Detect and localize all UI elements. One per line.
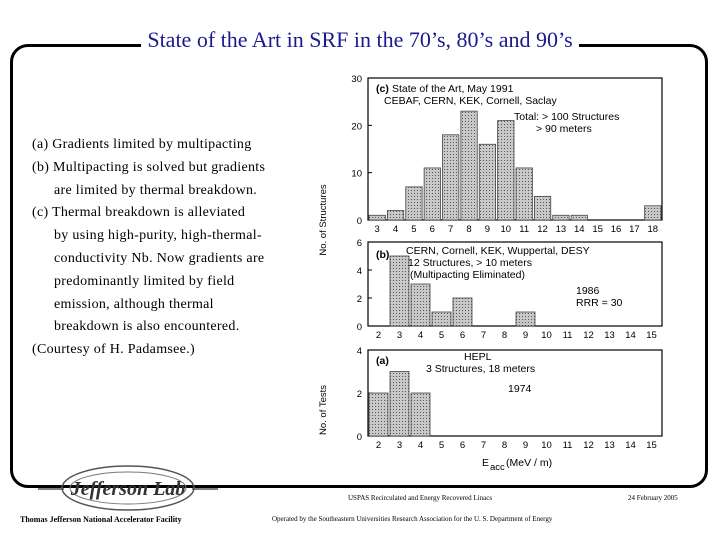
panel-label: (a) [376,355,389,367]
x-tick-label: 14 [574,224,585,235]
histogram-bar [571,215,587,220]
histogram-bar [424,168,440,220]
y-tick-label: 4 [356,266,362,277]
histogram-bar [387,211,403,220]
x-tick-label: 7 [448,224,454,235]
histogram-bar [516,312,535,326]
x-tick-label: 5 [438,440,445,451]
x-tick-label: 12 [583,330,594,341]
description-line: are limited by thermal breakdown. [54,182,258,198]
x-tick-label: 9 [484,224,491,235]
histogram-bar [516,168,532,220]
x-tick-label: 4 [417,440,424,451]
histogram-bar [479,144,495,220]
histogram-bar [390,372,409,437]
x-tick-label: 3 [396,440,403,451]
panel-label: (c) [376,83,389,95]
x-tick-label: 4 [392,224,399,235]
panel-annotation: 1986 [576,285,600,297]
histogram-bar [498,121,514,220]
histogram-bar [411,284,430,326]
x-tick-label: 10 [541,330,552,341]
y-tick-label: 6 [356,238,362,249]
description-line: by using high-purity, high-thermal- [54,228,262,244]
x-tick-label: 8 [501,330,508,341]
y-tick-label: 30 [351,74,362,85]
panel-annotation: RRR = 30 [576,297,623,309]
x-tick-label: 7 [480,440,487,451]
x-axis-label-sub: acc [490,462,505,473]
x-tick-label: 6 [459,440,466,451]
histogram-bar [369,393,388,436]
x-tick-label: 2 [375,440,382,451]
histogram-bar [390,256,409,326]
y-tick-label: 0 [356,322,362,333]
description-line: (Courtesy of H. Padamsee.) [32,342,195,358]
x-tick-label: 4 [417,330,424,341]
panel-annotation: State of the Art, May 1991 [392,83,514,95]
y-tick-label: 20 [351,121,362,133]
x-tick-label: 10 [500,224,512,235]
panel-annotation: CEBAF, CERN, KEK, Cornell, Saclay [384,95,557,107]
x-tick-label: 15 [646,440,657,451]
panel-annotation: CERN, Cornell, KEK, Wuppertal, DESY [406,245,590,257]
histogram-figure [312,70,672,490]
x-tick-label: 9 [522,330,529,341]
x-tick-label: 11 [562,440,573,451]
y-axis-label: No. of Structures [318,184,329,256]
x-tick-label: 8 [501,440,508,451]
x-tick-label: 12 [537,224,548,235]
logo-text: Jefferson Lab [70,478,186,500]
x-tick-label: 5 [411,224,417,235]
description-line: (b) Multipacting is solved but gradients [32,159,266,175]
x-tick-label: 14 [625,440,636,451]
y-tick-label: 10 [351,168,362,180]
panel-annotation: 12 Structures, > 10 meters [408,257,533,269]
histogram-bar [553,215,569,220]
x-tick-label: 15 [646,330,657,341]
x-tick-label: 16 [610,224,622,235]
x-tick-label: 13 [604,330,615,341]
histogram-svg [312,70,672,490]
x-tick-label: 17 [629,224,640,235]
y-tick-label: 0 [356,216,362,227]
description-line: (a) Gradients limited by multipacting [32,137,252,152]
panel-annotation: > 90 meters [536,123,592,135]
footer-course: USPAS Recirculated and Energy Recovered Linacs [348,494,493,502]
x-tick-label: 3 [396,330,403,341]
description-line: emission, although thermal [54,296,214,312]
histogram-bar [411,393,430,436]
y-tick-label: 2 [356,389,362,400]
y-tick-label: 4 [356,346,362,357]
footer-operator: Operated by the Southeastern Universities Research Association for the U. S. Department of Energy [272,515,553,523]
panel-annotation: 1974 [508,383,532,395]
panel-annotation: (Multipacting Eliminated) [410,269,525,281]
x-tick-label: 8 [466,224,472,235]
x-axis-label-main: E [482,457,490,469]
x-tick-label: 7 [480,330,487,341]
description-line: (c) Thermal breakdown is alleviated [32,205,246,221]
histogram-bar [369,215,385,220]
x-tick-label: 5 [438,330,445,341]
histogram-bar [443,135,459,220]
y-axis-label: No. of Tests [318,385,329,435]
footer-facility: Thomas Jefferson National Accelerator Facility [20,515,182,524]
x-tick-label: 10 [541,440,552,451]
histogram-bar [406,187,422,220]
histogram-bar [432,312,451,326]
panel-annotation: Total: > 100 Structures [514,111,620,123]
x-tick-label: 18 [647,224,659,235]
description-line: conductivity Nb. Now gradients are [54,250,265,266]
slide-title-wrap [0,27,720,53]
x-tick-label: 12 [583,440,594,451]
footer-date: 24 February 2005 [628,494,678,502]
histogram-bar [453,298,472,326]
histogram-bar [534,196,550,220]
slide-title: State of the Art in SRF in the 70’s, 80’s and 90’s [141,27,578,52]
jefferson-lab-logo-svg [34,462,222,518]
x-tick-label: 9 [522,440,529,451]
x-axis-label-unit: (MeV / m) [506,457,553,469]
jefferson-lab-logo [34,462,222,518]
x-tick-label: 13 [604,440,615,451]
x-tick-label: 15 [592,224,603,235]
panel-annotation: 3 Structures, 18 meters [426,363,536,375]
x-tick-label: 11 [519,224,530,235]
description-line: breakdown is also encountered. [54,319,240,335]
panel-annotation: HEPL [464,351,492,363]
x-tick-label: 13 [555,224,567,235]
histogram-bar [461,111,477,220]
panel-label: (b) [376,249,390,261]
x-tick-label: 11 [562,330,573,341]
x-tick-label: 3 [374,224,380,235]
description-text [32,134,300,362]
y-tick-label: 2 [356,294,362,305]
x-tick-label: 6 [459,330,466,341]
description-line: predominantly limited by field [54,273,235,289]
histogram-bar [645,206,661,220]
x-tick-label: 6 [429,224,435,235]
y-tick-label: 0 [356,432,362,443]
x-tick-label: 14 [625,330,636,341]
x-tick-label: 2 [375,330,382,341]
